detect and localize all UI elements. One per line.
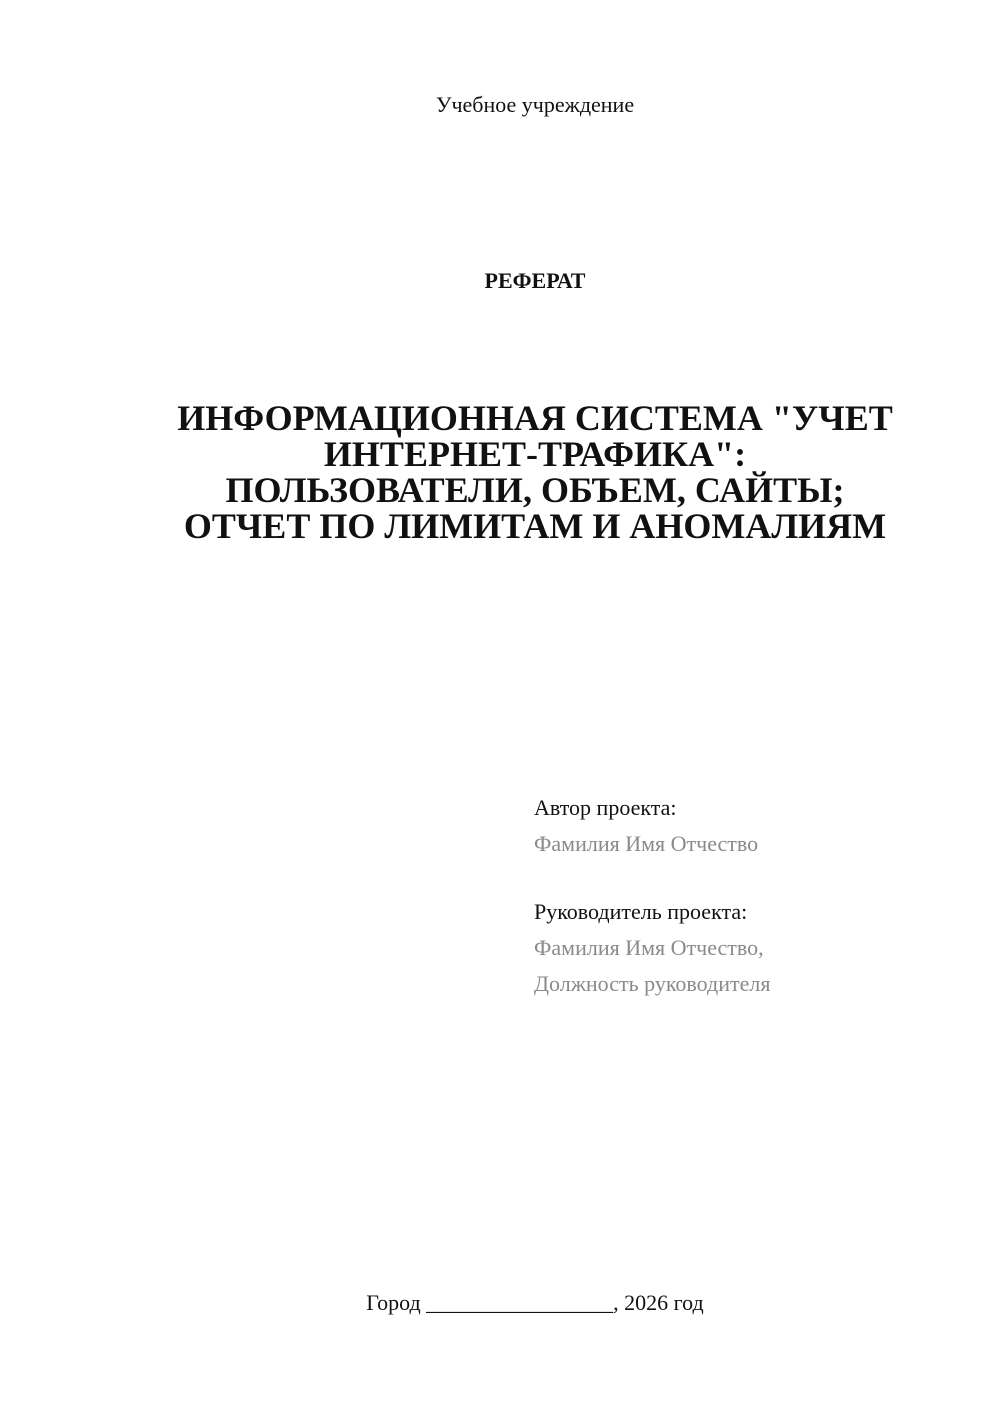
document-type: РЕФЕРАТ: [484, 268, 586, 293]
author-block: [534, 790, 758, 862]
supervisor-label: Руководитель проекта:: [534, 899, 748, 924]
author-name-placeholder: Фамилия Имя Отчество: [534, 831, 759, 856]
institution-name: Учебное учреждение: [435, 92, 635, 117]
author-label: Автор проекта:: [534, 795, 677, 820]
city-year-line: Город _________________, 2026 год: [366, 1290, 704, 1315]
title-line: ОТЧЕТ ПО ЛИМИТАМ И АНОМАЛИЯМ: [183, 506, 887, 546]
document-title: [130, 400, 940, 544]
supervisor-position-placeholder: Должность руководителя: [534, 971, 771, 996]
title-line: ПОЛЬЗОВАТЕЛИ, ОБЪЕМ, САЙТЫ;: [225, 470, 845, 510]
title-line: ИНТЕРНЕТ-ТРАФИКА":: [323, 434, 747, 474]
supervisor-name-placeholder: Фамилия Имя Отчество,: [534, 935, 764, 960]
title-line: ИНФОРМАЦИОННАЯ СИСТЕМА "УЧЕТ: [177, 398, 893, 438]
supervisor-block: [534, 894, 770, 1002]
